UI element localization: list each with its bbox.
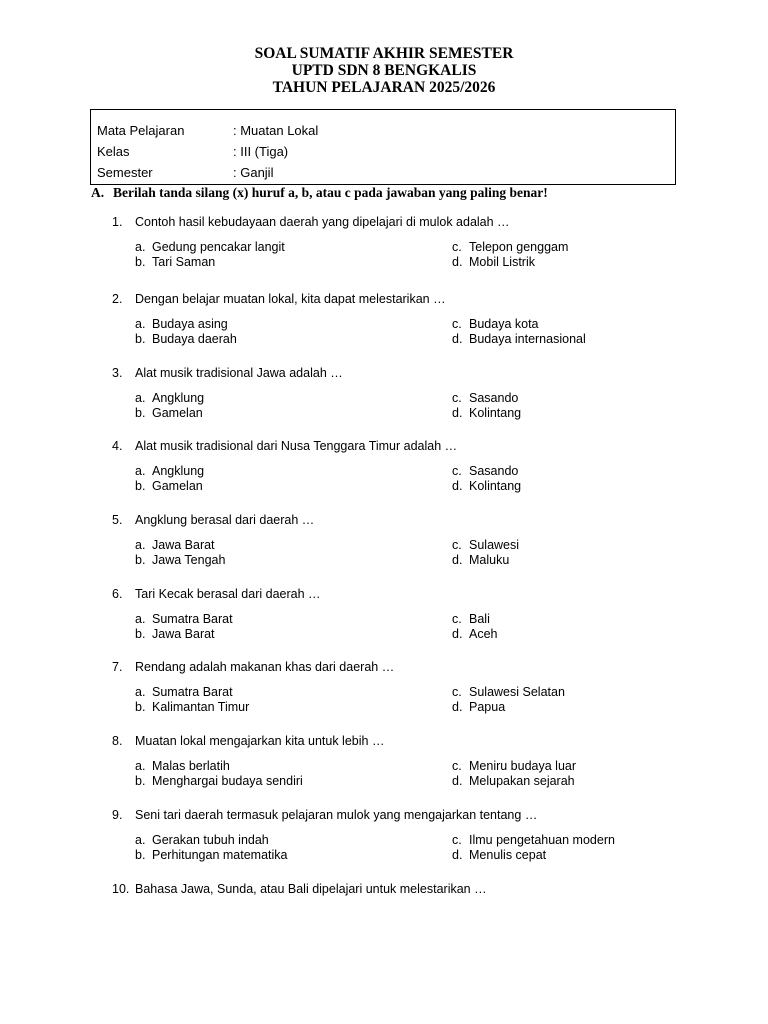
question-number: 5. [112,513,123,527]
question-number: 6. [112,587,123,601]
option-letter: d. [452,848,463,862]
option-text: Menghargai budaya sendiri [152,774,303,788]
question-text: Tari Kecak berasal dari daerah … [135,587,321,601]
option-text: Sasando [469,391,519,405]
option-text: Sasando [469,464,519,478]
option-letter: d. [452,255,463,269]
info-label: Semester [97,165,153,180]
question-text: Contoh hasil kebudayaan daerah yang dipelajari di mulok adalah … [135,215,510,229]
option-text: Meniru budaya luar [469,759,577,773]
question-text: Muatan lokal mengajarkan kita untuk lebih … [135,734,385,748]
option-text: Bali [469,612,490,626]
option-text: Papua [469,700,506,714]
option-letter: b. [135,774,146,788]
option-text: Gerakan tubuh indah [152,833,269,847]
question-number: 4. [112,439,123,453]
option-text: Budaya asing [152,317,228,331]
header-year: TAHUN PELAJARAN 2025/2026 [272,79,496,96]
option-text: Sumatra Barat [152,612,233,626]
option-text: Maluku [469,553,510,567]
question-number: 8. [112,734,123,748]
option-text: Budaya internasional [469,332,586,346]
option-letter: d. [452,627,463,641]
option-letter: a. [135,612,146,626]
option-text: Aceh [469,627,498,641]
option-text: Jawa Tengah [152,553,226,567]
section-letter: A. [91,185,105,200]
option-letter: c. [452,464,462,478]
option-text: Jawa Barat [152,627,215,641]
question-number: 1. [112,215,123,229]
question-text: Dengan belajar muatan lokal, kita dapat melestarikan … [135,292,446,306]
option-letter: a. [135,317,146,331]
option-text: Gamelan [152,406,203,420]
info-value: : Ganjil [233,165,274,180]
option-letter: b. [135,255,146,269]
info-value: : Muatan Lokal [233,123,319,138]
option-text: Menulis cepat [469,848,547,862]
option-text: Malas berlatih [152,759,230,773]
option-text: Jawa Barat [152,538,215,552]
option-letter: d. [452,553,463,567]
option-letter: a. [135,240,146,254]
option-text: Budaya daerah [152,332,237,346]
option-letter: a. [135,391,146,405]
option-letter: c. [452,833,462,847]
info-label: Kelas [97,144,130,159]
option-letter: d. [452,700,463,714]
option-text: Gamelan [152,479,203,493]
question-number: 2. [112,292,123,306]
option-letter: a. [135,464,146,478]
question-number: 3. [112,366,123,380]
option-letter: b. [135,479,146,493]
question-text: Bahasa Jawa, Sunda, atau Bali dipelajari untuk melestarikan … [135,882,487,896]
option-text: Kalimantan Timur [152,700,250,714]
option-letter: c. [452,538,462,552]
option-letter: a. [135,833,146,847]
option-letter: c. [452,391,462,405]
option-letter: b. [135,332,146,346]
option-text: Budaya kota [469,317,539,331]
option-text: Melupakan sejarah [469,774,575,788]
option-text: Angklung [152,391,205,405]
option-text: Kolintang [469,406,522,420]
question-text: Alat musik tradisional Jawa adalah … [135,366,343,380]
section-instruction-text: Berilah tanda silang (x) huruf a, b, atau c pada jawaban yang paling benar! [113,185,548,200]
option-text: Gedung pencakar langit [152,240,285,254]
option-text: Sulawesi [469,538,520,552]
option-letter: a. [135,685,146,699]
option-letter: d. [452,479,463,493]
option-letter: d. [452,406,463,420]
info-box [90,109,676,185]
option-text: Perhitungan matematika [152,848,288,862]
question-text: Angklung berasal dari daerah … [135,513,315,527]
option-text: Tari Saman [152,255,216,269]
option-text: Ilmu pengetahuan modern [469,833,615,847]
option-letter: c. [452,317,462,331]
question-text: Rendang adalah makanan khas dari daerah … [135,660,395,674]
header-school: UPTD SDN 8 BENGKALIS [291,62,477,79]
option-letter: d. [452,774,463,788]
document-header [0,45,768,96]
option-letter: c. [452,240,462,254]
option-text: Telepon genggam [469,240,569,254]
option-text: Sulawesi Selatan [469,685,565,699]
option-letter: c. [452,612,462,626]
option-letter: b. [135,553,146,567]
option-text: Mobil Listrik [469,255,535,269]
option-letter: c. [452,685,462,699]
option-letter: d. [452,332,463,346]
option-letter: b. [135,848,146,862]
header-title: SOAL SUMATIF AKHIR SEMESTER [254,45,514,62]
option-text: Angklung [152,464,205,478]
option-text: Sumatra Barat [152,685,233,699]
option-letter: c. [452,759,462,773]
info-value: : III (Tiga) [233,144,289,159]
option-letter: b. [135,700,146,714]
section-a-instruction [91,185,548,201]
question-number: 7. [112,660,123,674]
question-text: Seni tari daerah termasuk pelajaran mulok yang mengajarkan tentang … [135,808,538,822]
question-number: 10. [112,882,130,896]
question-number: 9. [112,808,123,822]
question-text: Alat musik tradisional dari Nusa Tenggara Timur adalah … [135,439,458,453]
option-text: Kolintang [469,479,522,493]
option-letter: b. [135,627,146,641]
option-letter: b. [135,406,146,420]
option-letter: a. [135,759,146,773]
option-letter: a. [135,538,146,552]
info-label: Mata Pelajaran [97,123,185,138]
